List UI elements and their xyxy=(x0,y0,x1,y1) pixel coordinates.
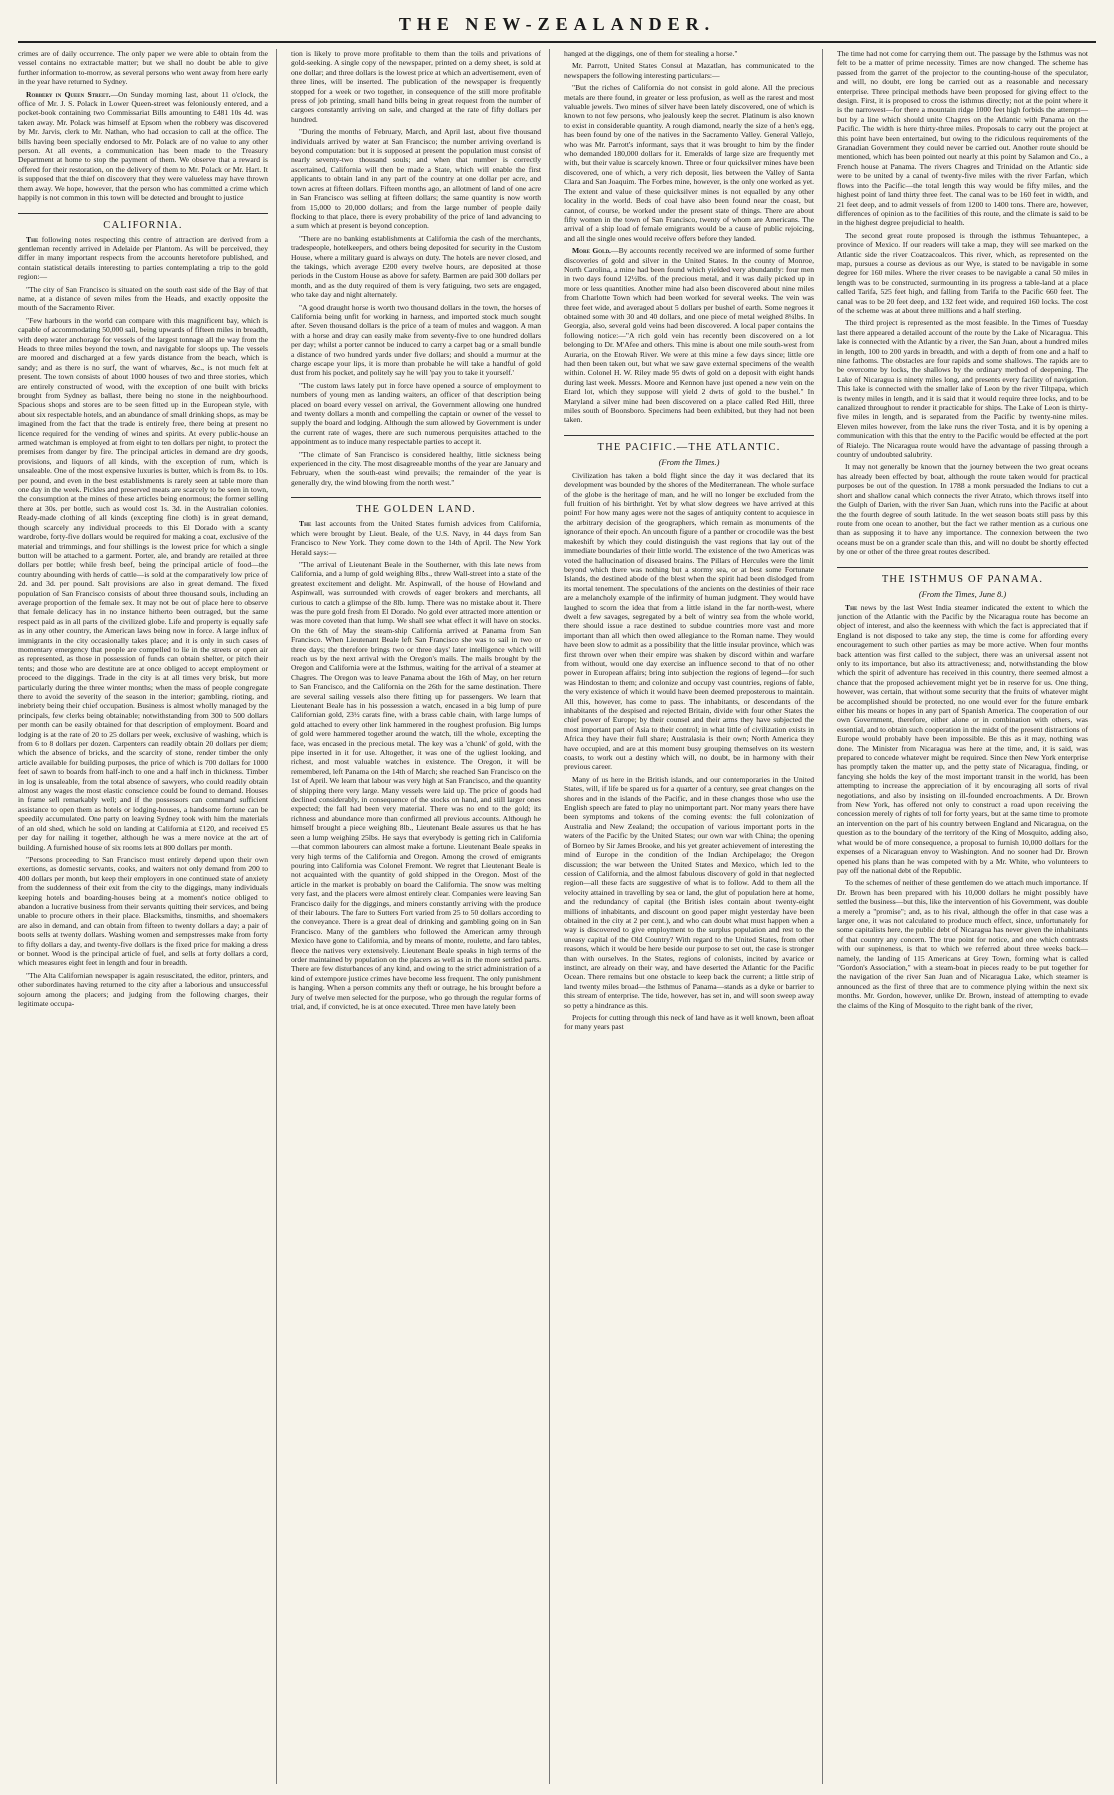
paragraph: Many of us here in the British islands, and our contemporaries in the United States, will, if life be spared us for a quarter of a century, see great changes on the shores and in the islands of the Pacific, and in these changes those who use the English speech are fated to play no unimportant part. Nor many years there have been symptoms and tokens of the coming events: the full colonization of Australia and New Zealand; the occupation of various important ports in the waters of the Pacific by the United States; our own war with China; the opening of Borneo by Sir James Brooke, and his yet greater achievement of interesting the mind of Europe in the condition of the Indian Archipelago; the Oregon discussion; the war between the United States and Mexico, which led to the cession of California, and the almost fabulous discovery of gold in that neglected region—all these facts are suggestive of what is to follow. Add to them all the velocity attained in travelling by sea or land, the glut of population here at home, and the redundancy of capital (the British isles contain about twenty-eight millions of inhabitants, and discount on good paper might yesterday have been obtained in the city at 2 per cent.), and who can doubt what must happen when a way is discovered to give employment to the surplus population and rest to the uneasy capital of the Old Country? With regard to the United States, from other reasons, which it would be here beside our purpose to set out, the case is stronger than with ourselves. In the States, regions of colonists, incited by avarice or instinct, are already on their way, and have deserted the Atlantic for the Pacific Ocean. There remains but one obstacle to keep back the current; a little strip of land twenty miles broad—the Isthmus of Panama—stands as a dyke or barrier to this stream of enterprise. The tide, however, has set in, and will soon sweep away so petty a hindrance as this. xyxy=(564,774,814,1010)
lead-in: The xyxy=(845,602,858,612)
lead-in: More Gold. xyxy=(572,246,611,256)
column-3 xyxy=(564,49,823,1784)
paragraph: tion is likely to prove more profitable to them than the toils and privations of gold-seeking. A single copy of the newspaper, printed on a demy sheet, is sold at one dollar; and three dollars is the lowest price at which an advertisement, even of three lines, will be inserted. The publication of the newspaper is frequently stopped for a week or two together, in consequence of the still more profitable press of job printing, small hand bills being in great request from the number of cargoes constantly arriving on sale, and charged at the rate of fifty dollars per hundred. xyxy=(291,49,541,124)
column-2 xyxy=(291,49,550,1784)
lead-in: Robbery in Queen Street. xyxy=(26,89,111,99)
paragraph: The last accounts from the United States furnish advices from California, which were brought by Lieut. Beale, of the U.S. Navy, in 44 days from San Francisco to New York. They come down to the 14th of April. The New York Herald says:— xyxy=(291,519,541,557)
paragraph: crimes are of daily occurrence. The only paper we were able to obtain from the vessel contains no extractable matter; but we shall no doubt be able to give further information to-morrow, as several persons who went away from here early in the year have returned to Sydney. xyxy=(18,49,268,87)
section-heading: THE GOLDEN LAND. xyxy=(291,497,541,515)
paragraph: Mr. Parrott, United States Consul at Mazatlan, has communicated to the newspapers the following interesting particulars:— xyxy=(564,61,814,80)
paragraph: The following notes respecting this centre of attraction are derived from a gentleman recently arrived in Adelaide per Plantom. As will be perceived, they differ in many important respects from the accounts heretofore published, and contain statistical details interesting to parties contemplating a trip to the gold region:— xyxy=(18,234,268,282)
paragraph: The time had not come for carrying them out. The passage by the Isthmus was not felt to be a matter of prime necessity. Times are now changed. The scheme has passed from the garret of the projector to the counting-house of the speculator, and will, no doubt, ere long be carried out as a reasonable and necessary enterprise. Three principal methods have been proposed for giving effect to the design. First, it is proposed to cross the isthmus directly; not at the point where it is the narrowest—for there a mountain ridge 1000 feet high forbids the attempt—but by a line which should unite Chagres on the Atlantic with Panama on the Pacific. The width is here thirty-three miles. Proposals to carry out the project at this point have been entertained, but owing to the ridiculous requirements of the Granadian Government they could never be carried out. Another route should be mentioned, which has been pointed out nearly at this point by Salamon and Co., a French house at Panama. The rivers Chagres and Trinidad on the Atlantic side were to be united by a canal of twenty-five miles with the river Farfan, which flows into the Pacific—the total length this way would be fifty miles, and the highest point of land thirty three feet. The canal was to be 160 feet in width, and 21 feet deep, and to admit vessels of from 1200 to 1400 tons. There are, however, differences of opinion as to the facilities of this route, and the climate is said to be in the highest degree prejudicial to health. xyxy=(837,49,1088,228)
paragraph: hanged at the diggings, one of them for stealing a horse." xyxy=(564,49,738,58)
section-heading: THE PACIFIC.—THE ATLANTIC. xyxy=(564,435,814,453)
columns xyxy=(18,49,1096,1784)
paragraph: "The city of San Francisco is situated on the south east side of the Bay of that name, at a distance of seven miles from the Heads, and exactly opposite the mouth of the Sacramento River. xyxy=(18,284,268,313)
lead-in: The xyxy=(26,234,39,244)
paragraph: Projects for cutting through this neck of land have as it well known, been afloat for many years past xyxy=(564,1013,814,1032)
paragraph: "The custom laws lately put in force have opened a source of employment to numbers of young men as landing waiters, an officer of that description being placed on board every vessel on arrival, the Government allowing one hundred and twenty dollars a month and compelling the captain or owner of the vessel to supply the board and lodging. Although the sum allowed by Government is under the current rate of wages, there are such numerous perquisites attached to the appointment as to induce many respectable parties to accept it. xyxy=(291,380,541,447)
paragraph: "The Alta Californian newspaper is again resuscitated, the editor, printers, and other subordinates having returned to the city after a laborious and unsuccessful sojourn among the placers; and judging from the following charges, their legitimate occupa- xyxy=(18,970,268,1008)
paragraph: "There are no banking establishments at California the cash of the merchants, tradespeople, hotelkeepers, and others being deposited for security in the Custom House, where a military guard is always on duty. The hotels are never closed, and the takings, which average £200 every twelve hours, are deposited at those periods in the Custom House as above for safety. Barmen are paid 300 dollars per month, and as the duty required of them is very fatiguing, two sets are engaged, who take day and night alternately. xyxy=(291,233,541,300)
paragraph: It may not generally be known that the journey between the two great oceans has already been effected by boat, although the route taken would for practical purposes be out of the question. In 1788 a monk persuaded the Indians to cut a short and shallow canal which connects the river Atrato, which throws itself into the Gulph of Darien, with the river San Juan, which runs into the Pacific at about the the fourth degree of south latitude. In the wet season boats still pass by this route from one ocean to another, but the fact we rather mention as a curious one than as supposing it to have any importance. The connexion between the two oceans must be on a grander scale than this, and will no doubt be shortly effected by one or other of the three great routes described. xyxy=(837,462,1088,557)
lead-in: The xyxy=(299,519,312,529)
paragraph: "Persons proceeding to San Francisco must entirely depend upon their own exertions, as domestic servants, cooks, and waiters not only demand from 200 to 400 dollars per month, but keep their employers in one continued state of anxiety from the suddenness of their exit from the city to the diggings, many individuals keeping hotels and boarding-houses being at a moment's notice obliged to abandon a lucrative business from their servants quitting their services, and being unable to procure others in their place. Blacksmiths, tinsmiths, and shoemakers are also in demand, and can obtain from fifteen to twenty dollars a day; a pair of boots sells at twenty dollars. Washing women and sempstresses make from forty to fifty dollars a day, and twenty-five dollars is the fixed price for making a dress or bonnet. Wood is the principal article of fuel, and sells at forty dollars a cord, which measures eight feet in length and four in breadth. xyxy=(18,854,268,968)
paragraph: "But the riches of California do not consist in gold alone. All the precious metals are there found, in greater or less profusion, as well as the rarest and most valuable jewels. Two mines of silver have been lately discovered, one of which is known to not few persons, who jealously keep the secret. Platinum is also known to exist in considerable quantity. A rough diamond, nearly the size of a hen's egg, has been found by one of the natives in the Sacramento Valley. General Vallejo, who was Mr. Parrott's informant, says that it was brought to him by the finder who demanded 180,000 dollars for it. Emeralds of large size are frequently met with, but their value is scarcely known. Three or four quicksilver mines have been discovered, one of which, a very rich deposit, lies between the Valley of Santa Clara and San Joaquim. The Forbes mine, however, is the only one worked as yet. The extent and value of these quicksilver mines is not equalled by any other locality in the world. Beds of coal have also been found near the coast, but cannot, of course, be worked under the present state of things. There are about fifty women in the town of San Francisco, twenty of whom are Americans. The arrival of a ship load of female emigrants would be a cause of public rejoicing, and all the single ones would receive offers before they landed. xyxy=(564,83,814,243)
paragraph: More Gold.—By accounts recently received we are informed of some further discoveries of gold and silver in the United States. In the county of Monroe, North Carolina, a mine had been found which yielded very abundantly: four men in two days found 12½lbs. of the precious metal, and it was daily picked up in more or less quantities. Another mine had also been discovered about nine miles from Charlotte Town which had been worked for several weeks. The vein was three feet wide, and averaged about 5 dollars per bushel of earth. Some negroes it obtained some with 30 and 40 dollars, and one piece of metal weighed 8¼lbs. In Georgia, also, several gold veins had been discovered. A local paper contains the following notice:—"A rich gold vein has recently been discovered on a lot belonging to Dr. M'Afee and others. This mine is about one mile south-west from Auraria, on the Etowah River. We were at this mine a few days since; little ore had then been taken out, but what we saw gave external specimens of the wealth within. Colonel H. W. Riley made 95 dwts of gold on a deposit with eight hands during last week. Messrs. Moore and Kennon have just opened a new vein on the Etard lot, which they suppose will yield 2 dwts of gold to the bushel." In Maryland a silver mine had been discovered on a place called Red Hill, three miles south of Boonsboro. Specimens had been exhibited, but they had not been taken. xyxy=(564,246,814,425)
paragraph: The third project is represented as the most feasible. In the Times of Tuesday last there appeared a detailed account of the route by the Lake of Nicaragua. This lake is connected with the Atlantic by a river, the San Juan, about a hundred miles in length, 100 to 200 yards in breadth, and with a depth of from one and a half to nine fathoms. The obstacles are four rapids and some shallows. The rapids are to be overcome by locks, the shallows by the ordinary method of deepening. The Lake of Nicaragua is ninety miles long, and presents every facility of navigation. This lake is connected with the smaller lake of Leon by the river Tiltpapa, which is twenty miles in length, and it is said that it would require three locks, and to be canalized throughout to render it practicable for ships. The Lake of Leon is thirty-five miles in length, and is separated from the Pacific by twenty-nine miles. Eleven miles however, from the lake runs the river Tosta, and it is by opening a communication with this that the entry to the Pacific would be effected at the port of Rialejo. The Nicaragua route would have the advantage of passing through a country of undoubted salubrity. xyxy=(837,318,1088,460)
paragraph: The news by the last West India steamer indicated the extent to which the junction of the Atlantic with the Pacific by the Nicaragua route has become an object of interest, and also the keenness with which the fact is appreciated that if England is not disposed to take any step, the time is come for affording every encouragement to such other parties as may be more active. When four months back attention was first called to the subject, there was an universal assent not only to its importance, but also its attractiveness; and, notwithstanding the blow which the spirit of adventure has received in this country, there seemed almost a chance that the proposed achievement might yet be in reserve for us. One thing, however, was certain, that without some security that the fruits of whatever might be accomplished should be protected, no one would ever for the future embark either his means or hopes in any part of Spanish America. The cooperation of our own Government, therefore, either alone or in combination with others, was essential, and to obtain such cooperation in the midst of the present distractions of Europe would probably have been impossible. Be this as it may, nothing was done. The Minister from Nicaragua was here at the time, and, it is said, was prepared to concede whatever might be required. Since then New York enterprise has promptly taken the matter up, and the petty state of Nicaragua, finding, or fancying she holds the key of the most important transit in the world, has been attempting to increase the appreciation of it by encouraging all sorts of rival negotiations, and also by insisting on ill-founded encroachments. A Dr. Brown from New York, has offered not only to construct a road upon receiving the concession merely of rights of toll for forty years, but at the same time to promote an intervention on the part of his country between England and Nicaragua, on the question as to the boundary of the territory of the King of Mosquito, adding also, what would be of more consequence, a proposal to furnish 10,000 dollars for the expenses of a Nicaraguan envoy to Washington. And no sooner had Dr. Brown opened his plans than he was competed with by a Mr. White, who volunteers to pay off the national debt of the Republic. xyxy=(837,602,1088,875)
source-line: (From the Times, June 8.) xyxy=(918,588,1007,599)
paragraph: To the schemes of neither of these gentlemen do we attach much importance. If Dr. Brown has been prepared with his 10,000 dollars he might possibly have settled the business—but this, like the intervention of his Government, was double a merely a "promise"; and, as to his rival, although the offer in that case was a larger one, it was not calculated to produce much effect, since, unfortunately for some capitalists here, the public debt of Nicaragua has never given the inhabitants of that country any concern. The true point for notice, and one which contrasts with our supineness, is that to which we referred about three weeks back—namely, the landing of 115 Americans at Grey Town, forming what is called "Gordon's Association," with a steam-boat in pieces ready to be put together for the navigation of the river San Juan and of Nicaragua Lake, which steamer is announced as the first of three that are to commence plying within the next six months. Mr. Gordon, however, unlike Dr. Brown, instead of attempting to evade the claims of the King of Mosquito to the right bank of the river, xyxy=(837,878,1088,1010)
paragraph: "Few harbours in the world can compare with this magnificent bay, which is capable of accommodating 50,000 sail, being upwards of fifteen miles in breadth, with deep water anchorage for vessels of the largest tonnage all the way from the Heads to three miles beyond the town, and navigable for sloops up. The vessels are moored and discharged at a few yards distance from the beach, which is sandy; and as there is no surf, the want of wharves, &c., is not much felt at present. The town consists of about 1000 houses of two and three stories, which are entirely constructed of wood, with the exception of one built with bricks brought from Sydney as ballast, there being no stone in the neighbourhood. Spacious shops and stores are to be seen fitted up in the European style, with about six respectable hotels, and an abundance of small drinking shops, as may be imagined from the fact that the trade is entirely free, there being at present no licence required for the vending of wines and spirits. At every public-house an armed watchman is employed at from eight to ten dollars per night, to protect the premises from danger by fire. The principal articles in demand are dry goods, provisions, and liquors of all kinds, with the exception of rum, which is unsaleable. One of the most expensive luxuries is butter, which is from 8s. to 10s. per pound, and even in the best establishments is rarely seen at table more than one day in the week. Pickles and preserved meats are scarcely to be seen in town, the consumption at the mines of these articles being enormous; the former selling there at 30s. per bottle, such as would cost 1s. 3d. in the Australian colonies. Ready-made clothing of all kinds (excepting fine cloth) is in great demand, though scarcely any individual proceeds to this El Dorado with a scanty wardrobe, forty-five dollars would be required for making a coat, exclusive of the material and trimmings, and four shillings is the lowest price for which a single button will be attached to a garment. Porter, ale, and brandy are retailed at three dollars per bottle; while fresh beef, being the principal article of food—the country abounding with herds of cattle—is sold at the comparatively low price of 2d. and 3d. per pound. Salt provisions are also in great demand. The fixed population of San Francisco consists of about three thousand souls, including an average proportion of the female sex. It may not be out of place here to observe that female delicacy has in no instance hitherto been outraged, but the same respect paid as in all parts of the civilized globe. Life and property is equally safe as in any other country, the American laws being now in force. A large influx of immigrants in the city occasionally takes place; and it is only in such cases of momentary emergency that people are compelled to lie in the streets or open air as represented, as those in possession of funds can obtain shelter, or pitch their tents; and those who are destitute are at once obliged to accept employment or proceed to the diggings. Trade in the city is at all times very brisk, but more particularly during the three winter months; when the mass of people congregate there to avoid the severity of the season in the interior; gambling, rioting, and inebriety being their chief occupation. Business is almost wholly managed by the principals, few clerks being obtainable; notwithstanding from 300 to 500 dollars per month can be easily obtained for that description of employment. Board and lodging is at the rate of 20 to 25 dollars per week, exclusive of washing, which is from 6 to 8 dollars per dozen. Carpenters can readily obtain 20 dollars per diem; which the absence of bricks, and the scarcity of stone, render timber the only article available for building purposes, the price of which is 700 dollars for 1000 feet of sawn to boards from half-inch to one and a half inch in thickness. Timber in log is unsaleable, from the total absence of sawyers, who could readily obtain almost any wages the most elastic conscience could be found to demand. Houses in frame sell remarkably well; and if the possessors can command sufficient assistance to open them as hotels or lodging-houses, a handsome fortune can be speedily accumulated. One party on leaving Sydney took with him the materials of an old shed, which he sold on landing at California at £120, and received £5 per day for nailing it together, although he was a mere novice at the art of building. A furnished house of six rooms lets at 800 dollars per month. xyxy=(18,315,268,852)
section-heading: THE ISTHMUS OF PANAMA. xyxy=(837,567,1088,585)
paragraph: "The arrival of Lieutenant Beale in the Southerner, with this late news from California, and a lump of gold weighing 8lbs., threw Wall-street into a state of the greatest excitement and delight. Mr. Aspinwall, of the house of Howland and Aspinwall, was surrounded with crowds of eager brokers and merchants, all curious to catch a glimpse of the 8lb. lump. There was no mistake about it. There was the pure gold fresh from El Dorado. No gold ever attracted more attention or was more coveted than that lump. We shall see what effect it will have on stocks. On the 6th of May the steam-ship California arrived at Panama from San Francisco. When Lieutenant Beale left San Francisco she was to sail in two or three days; the therefore brings two or three days' later intelligence which will reach us by the next arrival with the Oregon's mails. The mails brought by the Oregon and California were at the Isthmus, waiting for the arrival of a steamer at Chagres. The Oregon was to leave Panama about the 16th of May, on her return to San Francisco, and the California on the 26th for the same destination. There are several sailing vessels also there fitting up for passengers. We learn that Lieutenant Beale has in his possession a watch, encased in a big lump of pure Californian gold, 23½ carats fine, with a brass cable chain, with large lumps of gold attached to every other link hammered in the roughest profusion. Big lumps of gold were hammered together around the watch, till the whole, excepting the face, was encased in the precious metal. The key was a 'chunk' of gold, with the pipe inserted in it for use. Altogether, it was one of the ugliest looking, and richest, and most valuable watches in existence. The Oregon, it will be remembered, left Panama on the 14th of March; she reached San Francisco on the 1st of April. We learn that labour was very high at San Francisco, and the quantity of shipping there very large. Many vessels were laid up. The price of goods had declined considerably, in consequence of the stocks on hand, and still larger ones expected; the fall had been very material. There was no end to the gold; its richness and abundance more than confirmed all previous accounts. Although he himself brought a piece weighing 8lb., Lieutenant Beale assures us that he has seen a lump weighing 25lbs. He says that everybody is getting rich in California—that common labourers can almost make a fortune. Lieutenant Beale speaks in very high terms of the California and Oregon. Among the crowd of emigrants pouring into California was Colonel Fremont. We regret that Lieutenant Beale is not acquainted with the quantity of gold shipped in the Oregon. Most of the article in the market is probably on board the California. The snow was melting very fast, and the placers were almost entirely clear. Companies were leaving San Francisco daily for the diggings, and miners constantly arriving with the produce of their labours. The fare to Sutters Fort varied from 25 to 50 dollars according to the conveyance. There is a great deal of drinking and gambling going on in San Francisco. Many of the gamblers who followed the American army through Mexico have gone to California, and by means of monte, roulette, and faro tables, fleece the natives very extensively. Lieutenant Beale speaks in high terms of the order maintained by population on the placers as well as in the more settled parts. There are few disturbances of any kind, and owing to the strict administration of a kind of extempore justice crimes have become less frequent. The only punishment is hanging. When a person commits any theft or outrage, he his brought before a Jury of twelve men selected for the purpose, who go through the regular forms of trial, and, if convicted, he is at once executed. Three men have lately been xyxy=(291,559,541,1011)
masthead: THE NEW-ZEALANDER. xyxy=(18,10,1096,43)
paragraph: Robbery in Queen Street.—On Sunday morning last, about 11 o'clock, the office of Mr. J. S. Polack in Lower Queen-street was feloniously entered, and a pocket-book containing two Commissariat Bills amounting to £481 10s 4d. was taken away. Mr. Polack was himself at Epsom when the robbery was discovered by Mr. Jarvis, clerk to Mr. Nathan, who had occasion to call at the office. The bills having been specially endorsed to Mr. Polack are of no value to any other person. At all events, a communication has been made to the Treasury Department at home to stop the payment of them. We observe that a reward is offered for their restoration, on the delivery of them to Mr. Polack or Mr. Hart. It is supposed that the thief on discovery that they were valueless may have thrown them away. We hope, however, that the person who has committed a crime which happily is not common in this town will be detected and brought to justice xyxy=(18,89,269,203)
column-4 xyxy=(837,49,1096,1784)
source-line: (From the Times.) xyxy=(658,456,720,467)
paragraph: The second great route proposed is through the isthmus Tehuantepec, a province of Mexico. If our readers will take a map, they will see marked on the Atlantic side the river Coatzacoalcos. This river, which, as represented on the map, pursues a course as devious as our Wye, is stated to be navigable in some degree for 160 miles. Where the river ceases to be navigable a canal 50 miles in length was to be constructed, surmounting in its progress a table-land at a place called Tarifa, 525 feet high, and falling from Tarifa to the Pacific 660 feet. The canal was to be 20 feet deep, and 132 feet wide, and required 160 locks. The cost of the scheme was at about three millions and a half sterling. xyxy=(837,230,1088,315)
paragraph: "A good draught horse is worth two thousand dollars in the town, the horses of California being unfit for working in harness, and imported stock much sought after. Seven thousand dollars is the price of a team of mules and waggon. A man with a horse and dray can easily make from seventy-five to one hundred dollars per day; whilst a porter cannot be induced to carry a carpet bag or a small bundle a distance of two hundred yards under five dollars; and should a murmur at the charge escape your lips, it is more than probable he will take a handful of gold dust from his pocket, and politely say he will 'pay you to take it yourself.' xyxy=(291,302,541,378)
paragraph: Civilization has taken a bold flight since the day it was declared that its development was bounded by the shores of the Mediterranean. The whole surface of the globe is the heritage of man, and he will no longer be excluded from the full fruition of his birthright. Yet by what slow degrees we have arrived at this point! For how many ages were not the sages of antiquity content to acquiesce in the arbitrary decision of the geographers, which remain as monuments of the ignorance of their epoch. An uncouth figure of a panther or crocodile was the best makeshift by which they could distinguish the vast regions that lay out of the immediate boundaries of their little world. The existence of the two Americas was voted the hallucination of diseased brains. The Pillars of Hercules were the limit beyond which there was nothing but a stormy sea, or at best some Fortunate Islands, the destined abode of the blest when the spirit had been dislodged from its mortal tenement. The speculations of the ancients on the destinies of their race are a melancholy example of the infirmity of human judgment. They would have laughed to scorn the idea that from a little island in the far north-west, where dwelt a few savages, segregated by a belt of wintry sea from the whole world, there should issue a race destined to subdue countries more vast and more important than all which then owed allegiance to the Roman name. They would have been slow to admit as a possibility that the little insular province, which was first thrown over when their empire was shaken by discord within and warfare from without, would one day exercise an influence second to that of no other power in European affairs; bring into subjection the regions of legend—for such was Hindostan to them; and colonize and occupy vast countries, regions of fable, the very existence of which it would have been deemed preposterous to maintain. All this, however, has come to pass. The inhabitants, or descendants of the inhabitants of the despised and rejected Britain, divide with four other States the chief power of Europe; by their counsel and their arms they have subjected the most important part of Asia to their control; in what little of civilization exists in Africa they have their full share; Australasia is their own; North America they have occupied, and are at this moment busy grouping themselves on its western coasts, to work out a destiny which will, no doubt, be in harmony with their previous career. xyxy=(564,470,814,772)
paragraph: "During the months of February, March, and April last, about five thousand individuals arrived by water at San Francisco; the number arriving overland is beyond computation: but it is supposed at present the population must consist of nearly seventy-two thousand souls; and when that number is correctly ascertained, California will then be made a State, which will enable the first applicants to obtain land in any part of the country at one dollar per acre, and town acres at fifteen dollars. Fifteen months ago, an allotment of land of one acre in San Francisco was selling at fifteen dollars; the same quantity is now worth from 15,000 to 20,000 dollars; and from the large number of people daily flocking to that place, there is every probability of the price of land advancing to a sum which at present is beyond conception. xyxy=(291,127,541,231)
paragraph: "The climate of San Francisco is considered healthy, little sickness being experienced in the city. The most disagreeable months of the year are January and February, when the south-east wind prevails; the remainder of the year is generally dry, the wind blowing from the north west." xyxy=(291,449,541,487)
column-1 xyxy=(18,49,277,1784)
section-heading: CALIFORNIA. xyxy=(18,213,268,231)
